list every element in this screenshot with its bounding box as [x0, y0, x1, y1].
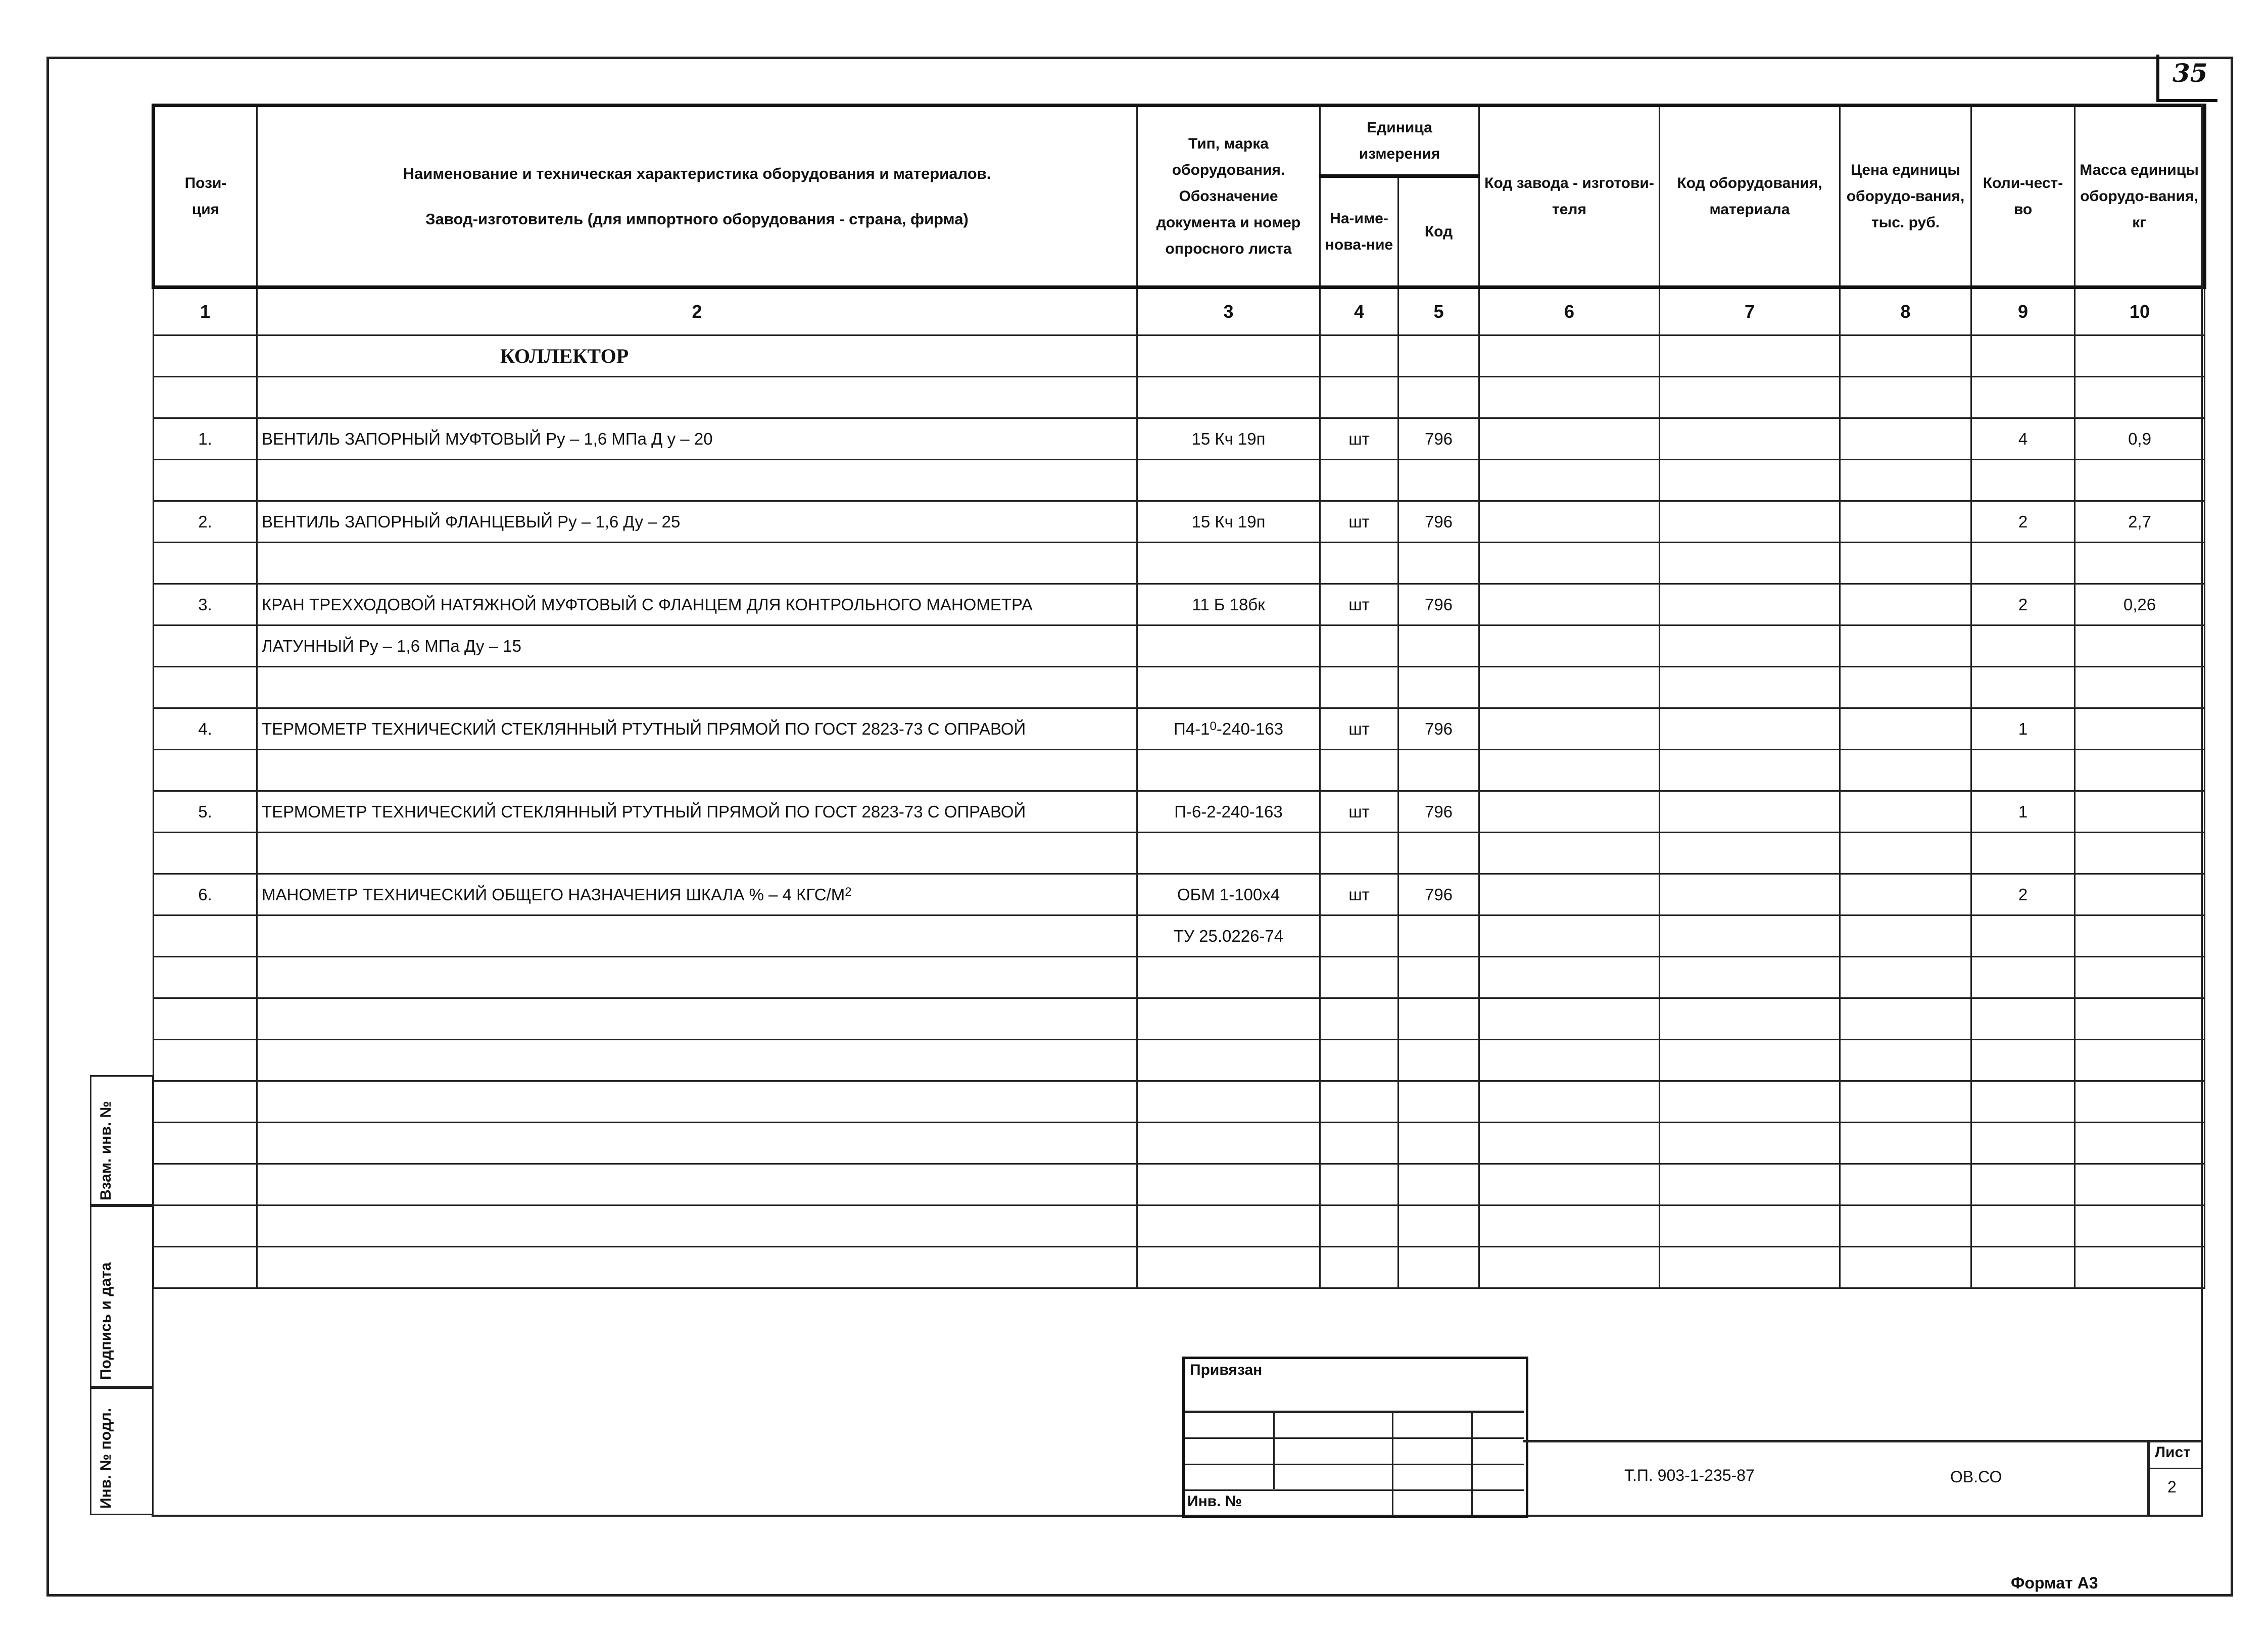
- item-name: ВЕНТИЛЬ ЗАПОРНЫЙ МУФТОВЫЙ Ру – 1,6 МПа Д у – 20: [257, 418, 1137, 460]
- format-label: Формат А3: [2011, 1574, 2098, 1592]
- header-price: Цена единицы оборудо-вания, тыс. руб.: [1840, 106, 1971, 287]
- header-row: [154, 106, 2205, 176]
- item-code: 796: [1398, 418, 1479, 460]
- table-row: [154, 377, 2205, 418]
- colnum-2: 2: [257, 287, 1137, 335]
- sheet-number: 2: [2167, 1478, 2177, 1496]
- table-row: [154, 791, 2205, 833]
- stamp-line: [2147, 1468, 2203, 1469]
- item-unit: шт: [1320, 418, 1398, 460]
- item-pos: 1.: [154, 418, 257, 460]
- side-inv-podl-label: Инв. № подл.: [98, 1408, 114, 1509]
- item-pos: 4.: [154, 708, 257, 750]
- item-name-main: МАНОМЕТР ТЕХНИЧЕСКИЙ ОБЩЕГО НАЗНАЧЕНИЯ ШКАЛА % – 4 КГС/М: [262, 885, 845, 904]
- item-name: ТЕРМОМЕТР ТЕХНИЧЕСКИЙ СТЕКЛЯННЫЙ РТУТНЫЙ ПРЯМОЙ ПО ГОСТ 2823-73 С ОПРАВОЙ: [257, 708, 1137, 750]
- item-unit: шт: [1320, 584, 1398, 625]
- colnum-3: 3: [1137, 287, 1320, 335]
- table-row: [154, 833, 2205, 874]
- header-name: [257, 106, 1137, 287]
- item-type-main: П4-1: [1174, 719, 1210, 738]
- table-row: [154, 915, 2205, 957]
- item-type: 15 Кч 19п: [1137, 418, 1320, 460]
- stamp-line: [2147, 1440, 2150, 1516]
- item-qty: 4: [1971, 418, 2075, 460]
- table-row: [154, 708, 2205, 750]
- stamp-line: [1185, 1489, 1524, 1491]
- table-row: [154, 1247, 2205, 1288]
- item-unit: шт: [1320, 874, 1398, 915]
- item-pos: 2.: [154, 501, 257, 543]
- colnum-5: 5: [1398, 287, 1479, 335]
- table-row: [154, 874, 2205, 915]
- table-row: [154, 1123, 2205, 1164]
- item-pos: 3.: [154, 584, 257, 625]
- side-vzam-label: Взам. инв. №: [98, 1101, 114, 1200]
- item-code: 796: [1398, 874, 1479, 915]
- table-row: [154, 625, 2205, 667]
- stamp-line: [1273, 1411, 1275, 1489]
- header-equipment-code: Код оборудования, материала: [1660, 106, 1840, 287]
- header-name-line2: Завод-изготовитель (для импортного оборудования - страна, фирма): [425, 210, 969, 228]
- item-type: 15 Кч 19п: [1137, 501, 1320, 543]
- item-type-sup: 0: [1210, 719, 1217, 733]
- header-unit-name: На-име-нова-ние: [1320, 176, 1398, 287]
- side-podpis-label: Подпись и дата: [98, 1262, 114, 1380]
- item-mass: [2075, 874, 2205, 915]
- section-code: ОВ.СО: [1950, 1468, 2002, 1486]
- side-podpis-box: [90, 1204, 154, 1389]
- table-row: [154, 418, 2205, 460]
- inv-no-label: Инв. №: [1187, 1493, 1242, 1510]
- table-row: [154, 1081, 2205, 1123]
- header-quantity: Коли-чест-во: [1971, 106, 2075, 287]
- table-row: [154, 501, 2205, 543]
- item-code: 796: [1398, 708, 1479, 750]
- colnum-9: 9: [1971, 287, 2075, 335]
- colnum-1: 1: [154, 287, 257, 335]
- header-unit-group: Единица измерения: [1320, 106, 1479, 176]
- table-row: [154, 584, 2205, 625]
- item-qty: 1: [1971, 791, 2075, 833]
- item-type: 11 Б 18бк: [1137, 584, 1320, 625]
- item-unit: шт: [1320, 791, 1398, 833]
- table-row: [154, 1205, 2205, 1247]
- right-border: [2201, 104, 2203, 1517]
- item-mass: [2075, 708, 2205, 750]
- header-type: Тип, марка оборудования. Обозначение документа и номер опросного листа: [1137, 106, 1320, 287]
- table-row: [154, 460, 2205, 501]
- header-name-line1: Наименование и техническая характеристика оборудования и материалов.: [403, 164, 991, 182]
- header-unit-code: Код: [1398, 176, 1479, 287]
- item-unit: шт: [1320, 708, 1398, 750]
- stamp-line: [1523, 1440, 2203, 1442]
- colnum-7: 7: [1660, 287, 1840, 335]
- item-code: 796: [1398, 584, 1479, 625]
- item-type-continued: ТУ 25.0226-74: [1137, 915, 1320, 957]
- item-type: П-6-2-240-163: [1137, 791, 1320, 833]
- sheet-label: Лист: [2155, 1444, 2191, 1461]
- side-inv-podl-box: [90, 1386, 154, 1515]
- column-number-row: [154, 287, 2205, 335]
- table-row: [154, 543, 2205, 584]
- item-qty: 2: [1971, 584, 2075, 625]
- stamp-line: [1392, 1411, 1393, 1515]
- item-type-tail: -240-163: [1216, 719, 1283, 738]
- table-row: [154, 1164, 2205, 1205]
- colnum-4: 4: [1320, 287, 1398, 335]
- page-number: 35: [2173, 58, 2208, 88]
- stamp-line: [1471, 1411, 1473, 1515]
- item-type: ОБМ 1-100х4: [1137, 874, 1320, 915]
- item-qty: 1: [1971, 708, 2075, 750]
- item-mass: 2,7: [2075, 501, 2205, 543]
- item-unit: шт: [1320, 501, 1398, 543]
- item-name: ВЕНТИЛЬ ЗАПОРНЫЙ ФЛАНЦЕВЫЙ Ру – 1,6 Ду – 25: [257, 501, 1137, 543]
- privyazan-label: Привязан: [1190, 1362, 1263, 1378]
- item-pos: 5.: [154, 791, 257, 833]
- colnum-8: 8: [1840, 287, 1971, 335]
- header-pos: Пози- ция: [154, 106, 257, 287]
- doc-code: Т.П. 903-1-235-87: [1624, 1466, 1755, 1484]
- stamp-line: [1185, 1437, 1524, 1439]
- side-vzam-box: [90, 1075, 154, 1207]
- item-name: [257, 874, 1137, 915]
- item-code: 796: [1398, 791, 1479, 833]
- stamp-line: [1185, 1464, 1524, 1465]
- table-row: [154, 750, 2205, 791]
- specification-table: [152, 104, 2206, 1289]
- item-mass: 0,9: [2075, 418, 2205, 460]
- table-row: [154, 1040, 2205, 1081]
- item-qty: 2: [1971, 874, 2075, 915]
- item-name: КРАН ТРЕХХОДОВОЙ НАТЯЖНОЙ МУФТОВЫЙ С ФЛАНЦЕМ ДЛЯ КОНТРОЛЬНОГО МАНОМЕТРА: [257, 584, 1137, 625]
- item-mass: 0,26: [2075, 584, 2205, 625]
- section-title: КОЛЛЕКТОР: [257, 335, 1137, 377]
- item-mass: [2075, 791, 2205, 833]
- table-row: [154, 335, 2205, 377]
- table-row: [154, 957, 2205, 998]
- item-code: 796: [1398, 501, 1479, 543]
- header-mass: Масса единицы оборудо-вания, кг: [2075, 106, 2205, 287]
- colnum-10: 10: [2075, 287, 2205, 335]
- item-type: [1137, 708, 1320, 750]
- item-name-sup: 2: [845, 885, 852, 899]
- bottom-border: [152, 1515, 2203, 1517]
- table-row: [154, 998, 2205, 1040]
- item-name-continued: ЛАТУННЫЙ Ру – 1,6 МПа Ду – 15: [257, 625, 1137, 667]
- colnum-6: 6: [1479, 287, 1660, 335]
- header-factory-code: Код завода - изготови-теля: [1479, 106, 1660, 287]
- item-qty: 2: [1971, 501, 2075, 543]
- item-pos: 6.: [154, 874, 257, 915]
- stamp-line: [1185, 1411, 1524, 1413]
- table-row: [154, 667, 2205, 708]
- item-name: ТЕРМОМЕТР ТЕХНИЧЕСКИЙ СТЕКЛЯННЫЙ РТУТНЫЙ ПРЯМОЙ ПО ГОСТ 2823-73 С ОПРАВОЙ: [257, 791, 1137, 833]
